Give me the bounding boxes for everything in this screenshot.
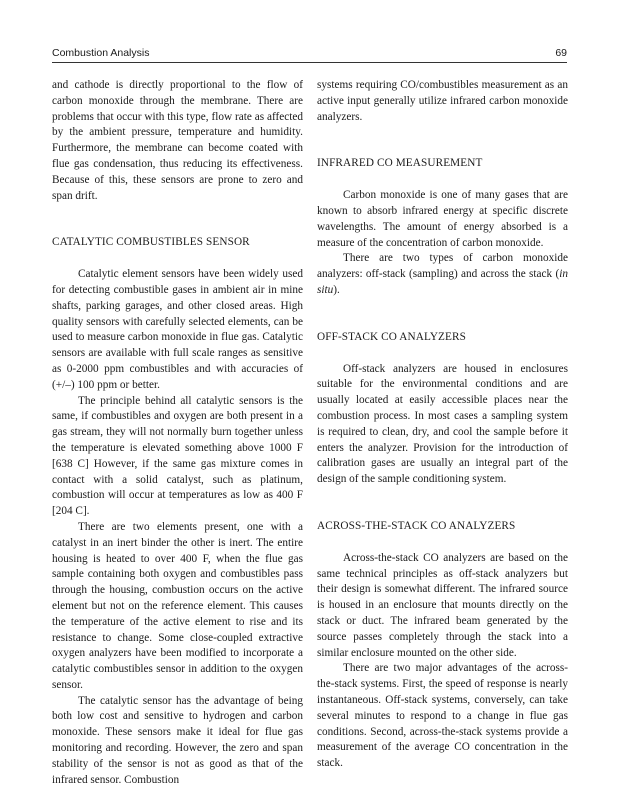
paragraph-combustion-systems: systems requiring CO/combustibles measurement as an active input generally utilize infrared carbon monoxide analyzers. bbox=[317, 79, 568, 123]
paragraph-catalytic-intro: Catalytic element sensors have been widely used for detecting combustible gases in ambient air in mine shafts, parking garages, and other closed areas. High quality sensors with carefully selected elements, can be used to measure carbon monoxide in flue gas. Catalytic sensors are available with full scale ranges as sensitive as 0-2000 ppm combustibles and with accuracies of (+/–) 100 ppm or better. bbox=[52, 268, 303, 391]
left-column bbox=[52, 78, 303, 788]
heading-across-the-stack-co-analyzers: ACROSS-THE-STACK CO ANALYZERS bbox=[317, 519, 516, 532]
header-divider bbox=[52, 62, 567, 63]
right-column bbox=[317, 78, 568, 772]
page-number: 69 bbox=[555, 47, 567, 59]
analyzer-types-tail: ). bbox=[333, 283, 340, 296]
heading-catalytic-combustibles-sensor: CATALYTIC COMBUSTIBLES SENSOR bbox=[52, 236, 250, 249]
paragraph-catalytic-principle: The principle behind all catalytic sensors is the same, if combustibles and oxygen are both present in a gas stream, they will not normally burn together unless the temperature is elevated something above 1000 F [638 C] However, if the same gas mixture comes in contact with a solid catalyst, such as platinum, combustion will occur at temperatures as low as 400 F [204 C]. bbox=[52, 394, 303, 518]
running-header bbox=[52, 44, 567, 62]
paragraph-analyzer-types bbox=[317, 251, 568, 298]
paragraph-catalytic-advantage: The catalytic sensor has the advantage of being both low cost and sensitive to hydrogen and carbon monoxide. These sensors make it ideal for flue gas monitoring and recording. However, the zero and span stability of the sensor is not as good as that of the infrared sensor. Combustion bbox=[52, 694, 303, 786]
paragraph-catalytic-elements: There are two elements present, one with a catalyst in an inert binder the other is inert. The entire housing is heated to over 400 F, when the flue gas sample containing both oxygen and combustibles pass through the housing, combustion occurs on the active element but not on the reference element. This causes the temperature of the active element to rise and its resistance to change. Some close-coupled extractive oxygen analyzers have been modified to incorporate a catalytic combustibles sensor in addition to the oxygen sensor. bbox=[52, 520, 303, 691]
running-title: Combustion Analysis bbox=[52, 47, 150, 59]
heading-off-stack-co-analyzers: OFF-STACK CO ANALYZERS bbox=[317, 330, 466, 343]
in-situ-term: in situ bbox=[317, 268, 568, 296]
paragraph-off-stack: Off-stack analyzers are housed in enclosures suitable for the environmental conditions and are usually located at easily accessible places near the combustion process. In most cases a sampling system is required to clean, dry, and cool the sample before it enters the analyzer. Provision for the introduction of calibration gases are usually an integral part of the design of the sample conditioning system. bbox=[317, 362, 568, 486]
paragraph-membrane-continuation: and cathode is directly proportional to the flow of carbon monoxide through the membrane. There are problems that occur with this type, flow rate as affected by the ambient pressure, temperature and humidity. Furthermore, the membrane can become coated with flue gas condensation, thus reducing its effectiveness. Because of this, these sensors are prone to zero and span drift. bbox=[52, 79, 303, 202]
paragraph-infrared-absorption: Carbon monoxide is one of many gases that are known to absorb infrared energy at specific discrete wavelengths. The amount of energy absorbed is a measure of the concentration of carbon monoxide. bbox=[317, 189, 568, 249]
heading-infrared-co-measurement: INFRARED CO MEASUREMENT bbox=[317, 157, 483, 170]
analyzer-types-lead: There are two types of carbon monoxide analyzers: off-stack (sampling) and across the stack ( bbox=[317, 252, 568, 281]
paragraph-across-the-stack-design: Across-the-stack CO analyzers are based on the same technical principles as off-stack analyzers but their design is somewhat different. The infrared source is housed in an enclosure that mounts directly on the stack or duct. The infrared beam generated by the source passes completely through the stack into a similar enclosure mounted on the other side. bbox=[317, 551, 568, 659]
paragraph-across-the-stack-advantages: There are two major advantages of the across-the-stack systems. First, the speed of response is nearly instantaneous. Off-stack systems, conversely, can take several minutes to respond to a change in flue gas conditions. Second, across-the-stack systems provide a measurement of the average CO concentration in the stack. bbox=[317, 662, 568, 770]
